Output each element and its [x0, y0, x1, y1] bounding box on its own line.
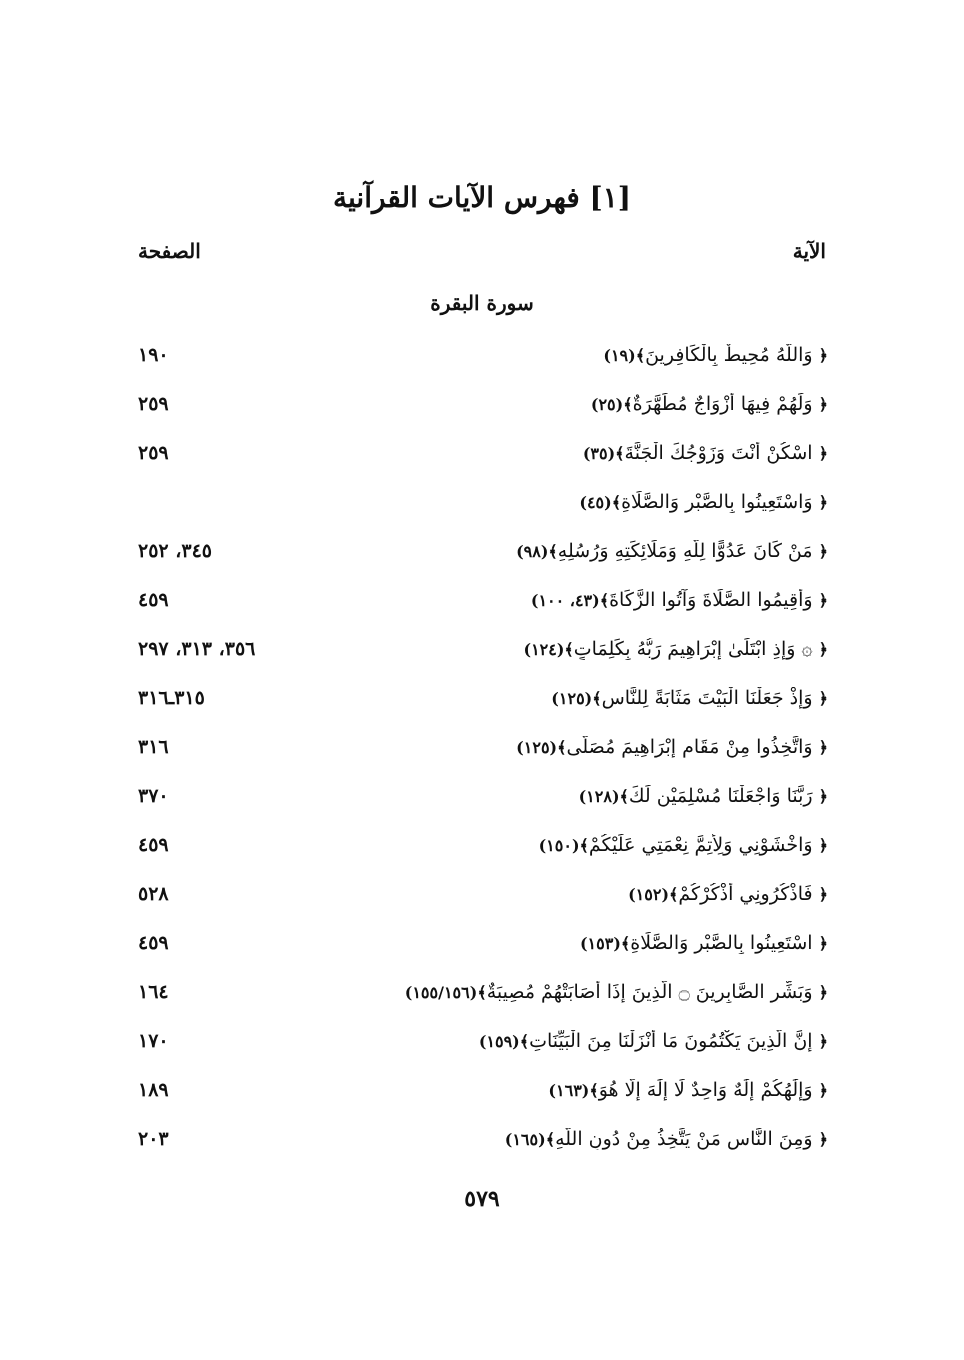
close-bracket: ﴾	[545, 1129, 556, 1149]
verse-number: (١٢٨)	[578, 786, 620, 806]
index-entry	[138, 330, 828, 379]
open-bracket: ﴿	[818, 884, 828, 904]
entry-verse	[338, 589, 828, 611]
open-bracket: ﴿	[818, 1080, 828, 1100]
verse-text: وَمِنَ النَّاسِ مَنْ يَتَّخِذُ مِنْ دُونِ اللَّهِ	[555, 1127, 813, 1150]
entry-pages: ٤٥٩	[138, 588, 169, 611]
index-entry	[138, 428, 828, 477]
close-bracket: ﴾	[611, 492, 622, 512]
close-bracket: ﴾	[619, 786, 629, 806]
open-bracket: ﴿	[818, 1129, 828, 1149]
open-bracket: ﴿	[818, 688, 828, 708]
open-bracket: ﴿	[818, 786, 828, 806]
surah-heading: سورة البقرة	[430, 291, 534, 315]
open-bracket: ﴿	[818, 933, 828, 953]
verse-text: وَاتَّخِذُوا مِنْ مَقَامِ إِبْرَاهِيمَ مُصَلًّى	[566, 735, 813, 758]
verse-number: (٤٣، ١٠٠)	[530, 590, 600, 610]
index-entry	[138, 967, 828, 1016]
open-bracket: ﴿	[818, 590, 828, 610]
verse-number: (١٥٠)	[538, 835, 580, 855]
entry-verse	[338, 491, 828, 513]
verse-number: (١٥٥/١٥٦)	[404, 982, 478, 1002]
verse-number: (١٥٩)	[478, 1031, 520, 1051]
close-bracket: ﴾	[592, 688, 602, 708]
verse-text: ۞ وَإِذِ ابْتَلَىٰ إِبْرَاهِيمَ رَبُّهُ بِكَلِمَاتٍ	[573, 637, 813, 660]
entry-pages: ٣١٦	[138, 735, 169, 758]
verse-text: وَإِذْ جَعَلْنَا الْبَيْتَ مَثَابَةً لِلنَّاسِ	[601, 686, 813, 709]
entry-verse	[338, 736, 828, 758]
verse-text: إِنَّ الَّذِينَ يَكْتُمُونَ مَا أَنْزَلْنَا مِنَ الْبَيِّنَاتِ	[529, 1029, 813, 1052]
entry-verse	[338, 1079, 828, 1101]
open-bracket: ﴿	[818, 982, 828, 1002]
index-entry	[138, 722, 828, 771]
index-entry	[138, 624, 828, 673]
entry-pages: ٢٠٣	[138, 1127, 169, 1150]
entry-verse	[338, 1128, 828, 1150]
close-bracket: ﴾	[477, 982, 487, 1002]
close-bracket: ﴾	[557, 737, 567, 757]
open-bracket: ﴿	[818, 835, 828, 855]
entry-pages: ٣٤٥، ٢٥٢	[138, 539, 212, 562]
verse-number: (١٢٥)	[516, 737, 558, 757]
verse-text: وَاللَّهُ مُحِيطٌ بِالْكَافِرِينَ	[645, 343, 813, 366]
verse-text: وَإِلَٰهُكُمْ إِلَٰهٌ وَاحِدٌ لَا إِلَٰهَ إِلَّا هُوَ	[598, 1078, 813, 1101]
entry-pages: ٣١٥ـ٣١٦	[138, 686, 205, 709]
entry-pages: ٣٥٦، ٣١٣، ٢٩٧	[138, 637, 256, 660]
index-entry	[138, 771, 828, 820]
close-bracket: ﴾	[623, 394, 633, 414]
entry-verse	[338, 540, 828, 562]
open-bracket: ﴿	[818, 443, 828, 463]
entry-pages: ٢٥٩	[138, 392, 169, 415]
open-bracket: ﴿	[818, 345, 828, 365]
open-bracket: ﴿	[818, 737, 828, 757]
entry-verse	[338, 1030, 828, 1052]
entry-pages: ٤٥٩	[138, 931, 169, 954]
close-bracket: ﴾	[579, 835, 589, 855]
verse-number: (١٢٥)	[551, 688, 593, 708]
verse-text: مَنْ كَانَ عَدُوًّا لِلَّهِ وَمَلَائِكَتِهِ وَرُسُلِهِ	[557, 539, 813, 562]
page-title: [١] فهرس الآيات القرآنية	[332, 181, 632, 214]
verse-number: (١٢٤)	[523, 639, 565, 659]
open-bracket: ﴿	[818, 394, 828, 414]
verse-number: (١٦٥)	[504, 1129, 546, 1149]
open-bracket: ﴿	[818, 639, 828, 659]
verse-text: وَاخْشَوْنِي وَلِأُتِمَّ نِعْمَتِي عَلَيْكُمْ	[588, 833, 813, 856]
entry-verse	[338, 883, 828, 905]
verse-number: (١٩)	[603, 345, 636, 365]
entry-pages: ١٧٠	[138, 1029, 169, 1052]
index-entry	[138, 673, 828, 722]
index-entry	[138, 918, 828, 967]
entry-verse	[338, 393, 828, 415]
entry-pages: ١٩٠	[138, 343, 169, 366]
index-entry	[138, 379, 828, 428]
verse-text: وَبَشِّرِ الصَّابِرِينَ ۝ الَّذِينَ إِذَا أَصَابَتْهُمْ مُصِيبَةٌ	[486, 980, 813, 1003]
entry-verse	[338, 981, 828, 1003]
close-bracket: ﴾	[564, 639, 574, 659]
entry-verse	[338, 785, 828, 807]
entry-verse	[338, 344, 828, 366]
index-entry	[138, 820, 828, 869]
entry-verse	[338, 932, 828, 954]
index-entry	[138, 526, 828, 575]
open-bracket: ﴿	[818, 1031, 828, 1051]
entry-verse	[338, 687, 828, 709]
verse-text: اسْكُنْ أَنْتَ وَزَوْجُكَ الْجَنَّةَ	[624, 441, 813, 464]
verse-number: (١٥٢)	[628, 884, 670, 904]
verse-text: فَاذْكُرُونِي أَذْكُرْكُمْ	[678, 882, 813, 905]
verse-text: وَلَهُمْ فِيهَا أَزْوَاجٌ مُطَهَّرَةٌ	[632, 392, 813, 415]
entry-pages: ٤٥٩	[138, 833, 169, 856]
verse-index-list	[138, 330, 828, 1163]
entry-pages: ٥٢٨	[138, 882, 169, 905]
verse-number: (٤٥)	[579, 492, 612, 512]
close-bracket: ﴾	[589, 1080, 599, 1100]
index-entry	[138, 869, 828, 918]
verse-number: (١٥٣)	[579, 933, 621, 953]
close-bracket: ﴾	[635, 345, 646, 365]
entry-verse	[338, 442, 828, 464]
close-bracket: ﴾	[669, 884, 679, 904]
entry-pages: ٢٥٩	[138, 441, 169, 464]
verse-column-header: الآية	[792, 239, 826, 263]
verse-text: وَأَقِيمُوا الصَّلَاةَ وَآتُوا الزَّكَاةَ	[609, 588, 813, 611]
index-entry	[138, 1065, 828, 1114]
index-entry	[138, 1016, 828, 1065]
close-bracket: ﴾	[548, 541, 558, 561]
close-bracket: ﴾	[615, 443, 625, 463]
entry-pages: ١٦٤	[138, 980, 169, 1003]
open-bracket: ﴿	[818, 541, 828, 561]
close-bracket: ﴾	[620, 933, 631, 953]
close-bracket: ﴾	[599, 590, 610, 610]
index-entry	[138, 1114, 828, 1163]
entry-verse	[338, 638, 828, 660]
page-number: ٥٧٩	[464, 1186, 500, 1212]
verse-text: رَبَّنَا وَاجْعَلْنَا مُسْلِمَيْنِ لَكَ	[628, 784, 813, 807]
verse-number: (١٦٣)	[548, 1080, 590, 1100]
verse-text: اسْتَعِينُوا بِالصَّبْرِ وَالصَّلَاةِ	[630, 931, 813, 954]
verse-text: وَاسْتَعِينُوا بِالصَّبْرِ وَالصَّلَاةِ	[621, 490, 813, 513]
entry-pages: ١٨٩	[138, 1078, 169, 1101]
close-bracket: ﴾	[519, 1031, 530, 1051]
open-bracket: ﴿	[818, 492, 828, 512]
index-entry	[138, 477, 828, 526]
entry-verse	[338, 834, 828, 856]
index-entry	[138, 575, 828, 624]
verse-number: (٢٥)	[590, 394, 624, 414]
page-column-header: الصفحة	[138, 239, 201, 263]
verse-number: (٩٨)	[516, 541, 549, 561]
entry-pages: ٣٧٠	[138, 784, 169, 807]
verse-number: (٣٥)	[582, 443, 616, 463]
